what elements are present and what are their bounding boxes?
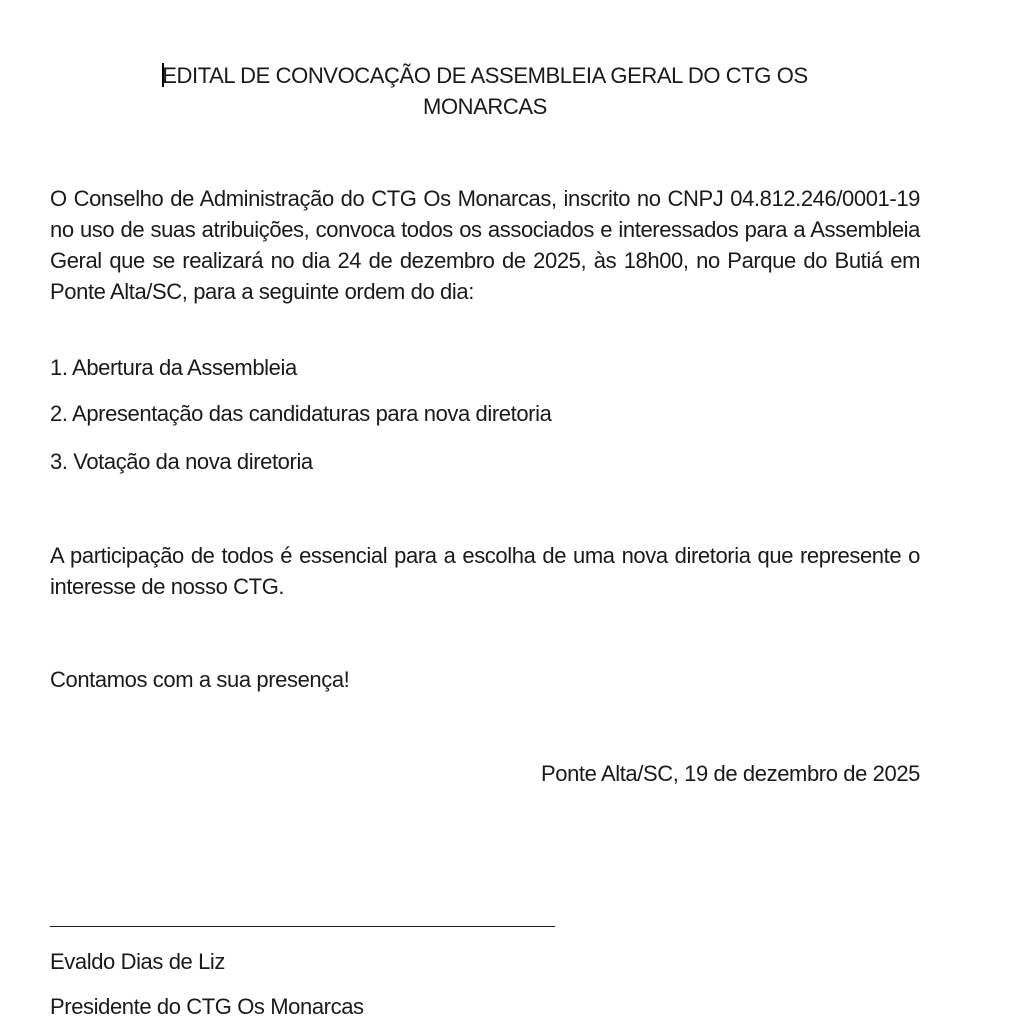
signatory-name: Evaldo Dias de Liz: [50, 949, 226, 974]
signature-line: [50, 926, 555, 927]
intro-paragraph: O Conselho de Administração do CTG Os Monarcas, inscrito no CNPJ 04.812.246/0001-19 no uso de suas atribuições, convoca todos os associados e interessados para a Assembleia Geral que se realizará no dia 24 de dezembro de 2025, às 18h00, no Parque do Butiá em Ponte Alta/SC, para a seguinte ordem do dia:: [50, 186, 920, 304]
agenda-item-3: 3. Votação da nova diretoria: [50, 449, 313, 474]
title-line-1-text: EDITAL DE CONVOCAÇÃO DE ASSEMBLEIA GERAL DO CTG OS: [162, 63, 808, 88]
signatory-role: Presidente do CTG Os Monarcas: [50, 994, 364, 1019]
title-line-1: [100, 60, 870, 91]
place-date: Ponte Alta/SC, 19 de dezembro de 2025: [540, 761, 920, 786]
agenda-item-1: 1. Abertura da Assembleia: [50, 355, 297, 380]
agenda-item-2: 2. Apresentação das candidaturas para nova diretoria: [50, 401, 552, 426]
closing-paragraph: A participação de todos é essencial para a escolha de uma nova diretoria que represente o interesse de nosso CTG.: [50, 543, 920, 599]
document-title: [100, 60, 870, 122]
thanks-line: Contamos com a sua presença!: [50, 667, 350, 692]
title-line-2: MONARCAS: [423, 94, 547, 119]
